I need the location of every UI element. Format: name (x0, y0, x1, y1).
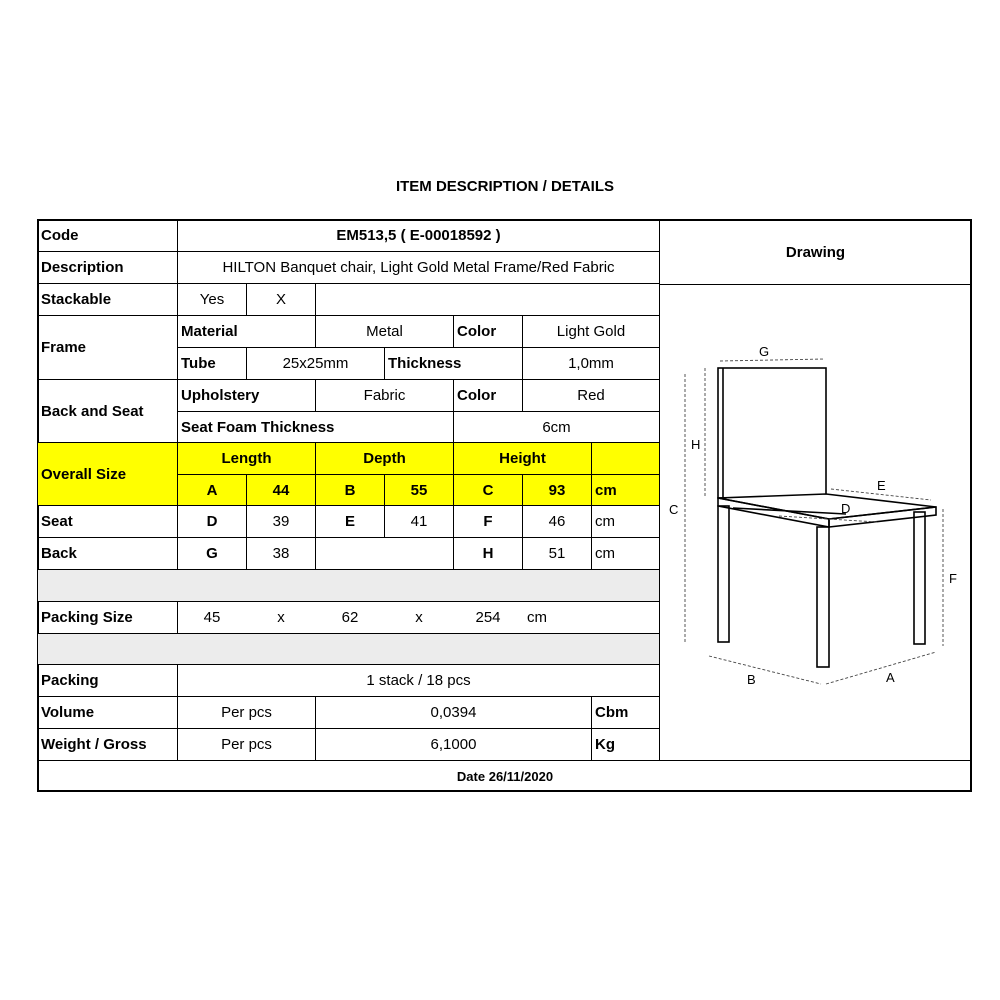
dim-d-value: 39 (246, 505, 316, 538)
dim-d-letter: D (177, 505, 247, 538)
packing-height: 254 (475, 609, 501, 626)
dim-c-letter: C (453, 474, 523, 506)
spacer-row (37, 569, 660, 602)
description-label: Description (37, 251, 178, 284)
weight-label: Weight / Gross (37, 728, 178, 761)
material-label: Material (177, 315, 316, 348)
drawing-letter-a: A (886, 670, 895, 685)
tube-label: Tube (177, 347, 247, 380)
tube-value: 25x25mm (246, 347, 385, 380)
frame-label: Frame (37, 315, 178, 380)
seat-color-value: Red (522, 379, 660, 412)
back-seat-label: Back and Seat (37, 379, 178, 443)
dim-b-value: 55 (384, 474, 454, 506)
drawing-letter-f: F (949, 571, 957, 586)
packing-label: Packing (37, 664, 178, 697)
dim-a-value: 44 (246, 474, 316, 506)
length-header: Length (177, 442, 316, 475)
frame-color-label: Color (453, 315, 523, 348)
packing-x2: x (415, 609, 423, 626)
packing-value: 1 stack / 18 pcs (177, 664, 660, 697)
packing-x1: x (277, 609, 285, 626)
foam-value: 6cm (453, 411, 660, 443)
dim-g-value: 38 (246, 537, 316, 570)
packing-depth: 62 (341, 609, 359, 626)
thickness-value: 1,0mm (522, 347, 660, 380)
upholstery-label: Upholstery (177, 379, 316, 412)
upholstery-value: Fabric (315, 379, 454, 412)
foam-label: Seat Foam Thickness (177, 411, 454, 443)
dim-h-letter: H (453, 537, 523, 570)
document-title: ITEM DESCRIPTION / DETAILS (395, 178, 615, 195)
weight-per: Per pcs (177, 728, 316, 761)
material-value: Metal (315, 315, 454, 348)
spacer-row-2 (37, 633, 660, 665)
drawing-letter-b: B (747, 672, 756, 687)
dim-h-value: 51 (522, 537, 592, 570)
dim-c-value: 93 (522, 474, 592, 506)
thickness-label: Thickness (384, 347, 523, 380)
dim-a-letter: A (177, 474, 247, 506)
seat-unit: cm (591, 505, 660, 538)
dim-g-letter: G (177, 537, 247, 570)
dim-f-letter: F (453, 505, 523, 538)
drawing-header: Drawing (659, 219, 972, 285)
drawing-letter-g: G (759, 344, 770, 359)
drawing-letter-h: H (691, 437, 701, 452)
dim-e-value: 41 (384, 505, 454, 538)
dim-b-letter: B (315, 474, 385, 506)
stackable-mark: X (246, 283, 316, 316)
height-header: Height (453, 442, 592, 475)
seat-label: Seat (37, 505, 178, 538)
drawing-letter-d: D (841, 501, 851, 516)
stackable-yes: Yes (177, 283, 247, 316)
description-value: HILTON Banquet chair, Light Gold Metal Frame/Red Fabric (177, 251, 660, 284)
stackable-label: Stackable (37, 283, 178, 316)
back-unit: cm (591, 537, 660, 570)
overall-size-label: Overall Size (37, 442, 178, 506)
volume-label: Volume (37, 696, 178, 729)
packing-width: 45 (203, 609, 221, 626)
overall-unit: cm (591, 474, 660, 506)
drawing-letter-c: C (669, 502, 679, 517)
dim-f-value: 46 (522, 505, 592, 538)
weight-value: 6,1000 (315, 728, 592, 761)
back-label: Back (37, 537, 178, 570)
code-label: Code (37, 219, 178, 252)
stackable-blank (315, 283, 660, 316)
packing-unit: cm (527, 609, 547, 626)
seat-color-label: Color (453, 379, 523, 412)
weight-unit: Kg (591, 728, 660, 761)
document-date: Date 26/11/2020 (456, 769, 554, 784)
drawing-letter-e: E (877, 478, 886, 493)
volume-value: 0,0394 (315, 696, 592, 729)
packing-size-label: Packing Size (37, 601, 178, 634)
back-blank (315, 537, 454, 570)
volume-unit: Cbm (591, 696, 660, 729)
frame-color-value: Light Gold (522, 315, 660, 348)
code-value: EM513,5 ( E-00018592 ) (177, 219, 660, 252)
depth-header: Depth (315, 442, 454, 475)
overall-blank (591, 442, 660, 475)
dim-e-letter: E (315, 505, 385, 538)
volume-per: Per pcs (177, 696, 316, 729)
chair-drawing (661, 284, 970, 759)
